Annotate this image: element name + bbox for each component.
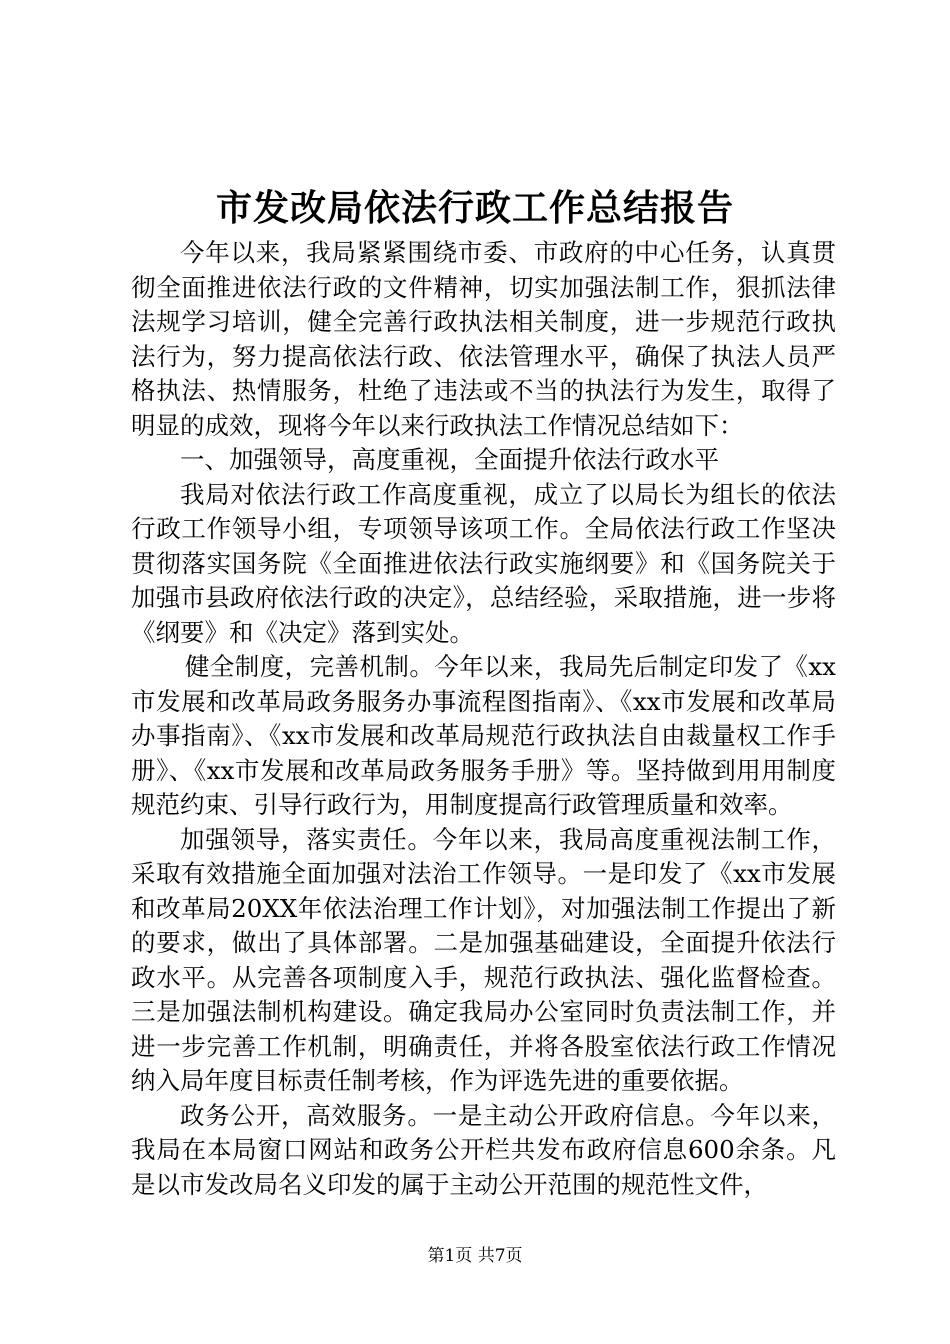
paragraph-responsibility: 加强领导，落实责任。今年以来，我局高度重视法制工作，采取有效措施全面加强对法治工作领导。一是印发了《xx市发展和改革局20XX年依法治理工作计划》，对加强法制工作提出了新的要求，做出了具体部署。二是加强基础建设，全面提升依法行政水平。从完善各项制度入手，规范行政执法、强化监督检查。三是加强法制机构建设。确定我局办公室同时负责法制工作，并进一步完善工作机制，明确责任，并将各股室依法行政工作情况纳入局年度目标责任制考核，作为评选先进的重要依据。 [131, 824, 836, 1095]
paragraph-leadership: 我局对依法行政工作高度重视，成立了以局长为组长的依法行政工作领导小组，专项领导该项工作。全局依法行政工作坚决贯彻落实国务院《全面推进依法行政实施纲要》和《国务院关于加强市县政府依法行政的决定》，总结经验，采取措施，进一步将《纲要》和《决定》落到实处。 [131, 479, 836, 647]
section-heading-1: 一、加强领导，高度重视，全面提升依法行政水平 [180, 445, 719, 474]
paragraph-openness: 政务公开，高效服务。一是主动公开政府信息。今年以来，我局在本局窗口网站和政务公开栏共发布政府信息600余条。凡是以市发改局名义印发的属于主动公开范围的规范性文件， [131, 1100, 836, 1199]
paragraph-intro: 今年以来，我局紧紧围绕市委、市政府的中心任务，认真贯彻全面推进依法行政的文件精神，切实加强法制工作，狠抓法律法规学习培训，健全完善行政执法相关制度，进一步规范行政执法行为，努力提高依法行政、依法管理水平，确保了执法人员严格执法、热情服务，杜绝了违法或不当的执法行为发生，取得了明显的成效，现将今年以来行政执法工作情况总结如下： [131, 238, 836, 440]
document-title: 市发改局依法行政工作总结报告 [215, 187, 734, 229]
page-footer: 第1页 共7页 [427, 1246, 523, 1266]
paragraph-system: 健全制度，完善机制。今年以来，我局先后制定印发了《xx市发展和改革局政务服务办事流程图指南》、《xx市发展和改革局办事指南》、《xx市发展和改革局规范行政执法自由裁量权工作手册》、《xx市发展和改革局政务服务手册》等。坚持做到用用制度规范约束、引导行政行为，用制度提高行政管理质量和效率。 [131, 652, 836, 819]
document-body [131, 236, 836, 1202]
